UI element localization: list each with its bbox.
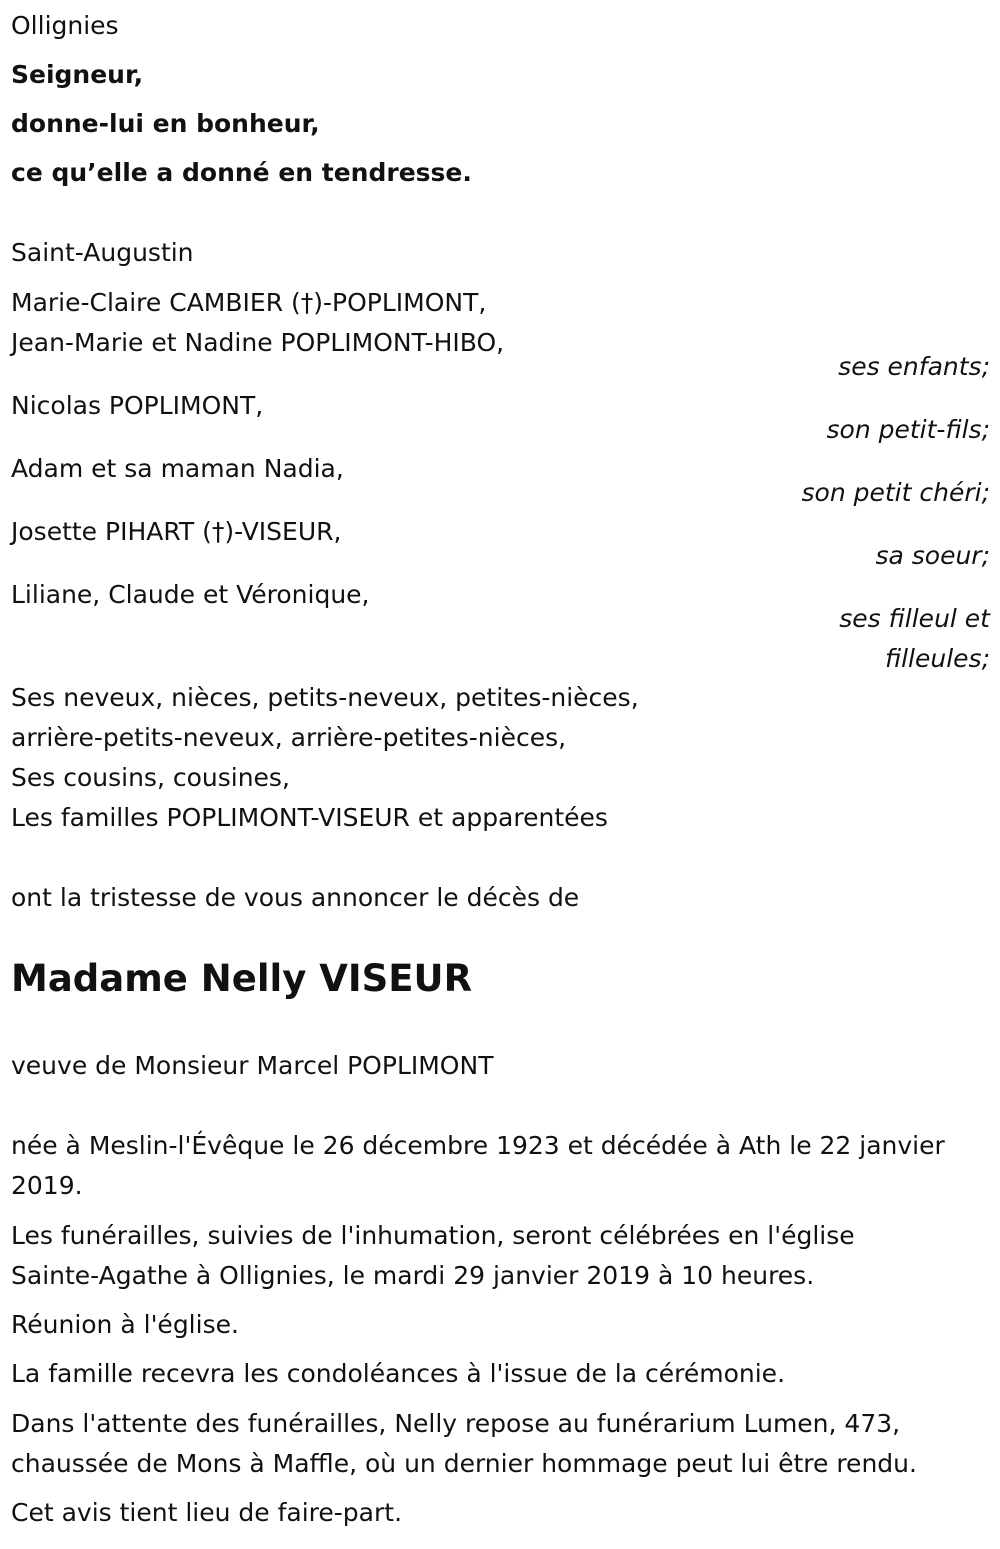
quote-line-3: ce qu’elle a donné en tendresse. bbox=[11, 158, 472, 187]
family-grandson-name: Nicolas POPLIMONT, bbox=[11, 391, 264, 420]
birth-death-line-2: 2019. bbox=[11, 1171, 83, 1200]
funeral-line-1: Les funérailles, suivies de l'inhumation, seront célébrées en l'église bbox=[11, 1221, 855, 1250]
family-sister-name: Josette PIHART (†)-VISEUR, bbox=[11, 517, 342, 546]
deceased-name: Madame Nelly VISEUR bbox=[11, 957, 473, 1000]
announcement-text: ont la tristesse de vous annoncer le décès de bbox=[11, 883, 580, 912]
meeting-text: Réunion à l'église. bbox=[11, 1310, 239, 1339]
quote-author: Saint-Augustin bbox=[11, 238, 194, 267]
family-godchildren-relation-line-2: filleules; bbox=[884, 644, 990, 673]
family-children-relation: ses enfants; bbox=[838, 352, 990, 381]
relatives-line-3: Ses cousins, cousines, bbox=[11, 763, 290, 792]
funeral-line-2: Sainte-Agathe à Ollignies, le mardi 29 janvier 2019 à 10 heures. bbox=[11, 1261, 815, 1290]
family-sister-relation: sa soeur; bbox=[875, 541, 990, 570]
quote-line-1: Seigneur, bbox=[11, 60, 144, 89]
viewing-line-2: chaussée de Mons à Maffle, où un dernier hommage peut lui être rendu. bbox=[11, 1449, 917, 1478]
place-name: Ollignies bbox=[11, 11, 119, 40]
family-children-name-1: Marie-Claire CAMBIER (†)-POPLIMONT, bbox=[11, 288, 487, 317]
relatives-line-1: Ses neveux, nièces, petits-neveux, petites-nièces, bbox=[11, 683, 639, 712]
viewing-line-1: Dans l'attente des funérailles, Nelly repose au funérarium Lumen, 473, bbox=[11, 1409, 901, 1438]
family-godchildren-name: Liliane, Claude et Véronique, bbox=[11, 580, 370, 609]
relatives-line-4: Les familles POPLIMONT-VISEUR et apparentées bbox=[11, 803, 608, 832]
family-great-grandson-relation: son petit chéri; bbox=[801, 478, 990, 507]
family-grandson-relation: son petit-fils; bbox=[826, 415, 990, 444]
family-children-name-2: Jean-Marie et Nadine POPLIMONT-HIBO, bbox=[11, 328, 505, 357]
quote-line-2: donne-lui en bonheur, bbox=[11, 109, 320, 138]
family-godchildren-relation-line-1: ses filleul et bbox=[839, 604, 990, 633]
condolences-text: La famille recevra les condoléances à l'issue de la cérémonie. bbox=[11, 1359, 786, 1388]
deceased-spouse: veuve de Monsieur Marcel POPLIMONT bbox=[11, 1051, 494, 1080]
relatives-line-2: arrière-petits-neveux, arrière-petites-nièces, bbox=[11, 723, 567, 752]
family-great-grandson-name: Adam et sa maman Nadia, bbox=[11, 454, 344, 483]
notice-text: Cet avis tient lieu de faire-part. bbox=[11, 1498, 403, 1527]
birth-death-line-1: née à Meslin-l'Évêque le 26 décembre 1923 et décédée à Ath le 22 janvier bbox=[11, 1131, 945, 1160]
